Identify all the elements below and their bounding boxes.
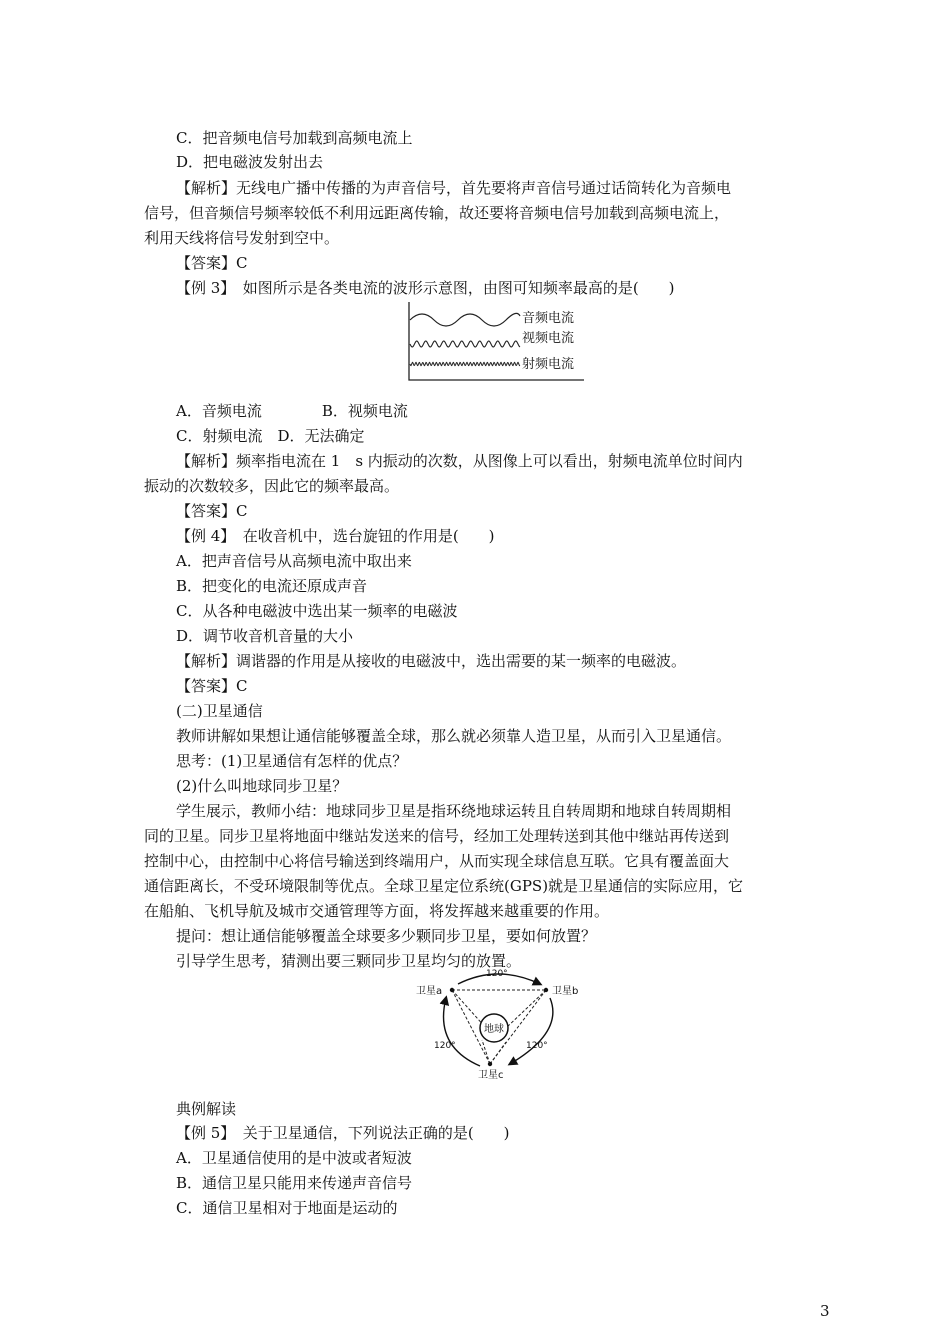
page-number: 3 — [820, 1302, 830, 1320]
example-3-options-ab: A．音频电流 B．视频电流 — [176, 402, 408, 420]
earth-label: 地球 — [484, 1024, 504, 1035]
satellite-c-label: 卫星c — [478, 1070, 504, 1080]
question-line: (2)什么叫地球同步卫星？ — [176, 777, 348, 795]
option-c-line: C．从各种电磁波中选出某一频率的电磁波 — [176, 602, 458, 620]
analysis-line: 利用天线将信号发射到空中。 — [144, 229, 340, 247]
question-line: 思考：(1)卫星通信有怎样的优点？ — [176, 752, 408, 770]
video-wave — [410, 341, 520, 347]
option-a-line: A．把声音信号从高频电流中取出来 — [176, 552, 412, 570]
paragraph-line: 教师讲解如果想让通信能够覆盖全球，那么就必须靠人造卫星，从而引入卫星通信。 — [176, 727, 732, 745]
paragraph-line: 引导学生思考，猜测出要三颗同步卫星均匀的放置。 — [176, 952, 522, 970]
analysis-line: 振动的次数较多，因此它的频率最高。 — [144, 477, 400, 495]
section-heading: (二)卫星通信 — [176, 702, 263, 720]
satellite-c-dot — [488, 1062, 492, 1066]
analysis-line: 【解析】调谐器的作用是从接收的电磁波中，选出需要的某一频率的电磁波。 — [176, 652, 687, 670]
paragraph-line: 控制中心，由控制中心将信号输送到终端用户，从而实现全球信息互联。它具有覆盖面大 — [144, 852, 730, 870]
answer-line: 【答案】C — [176, 677, 248, 695]
satellite-b-dot — [544, 988, 548, 992]
paragraph-line: 学生展示，教师小结：地球同步卫星是指环绕地球运转且自转周期和地球自转周期相 — [176, 802, 732, 820]
option-d-line: D．调节收音机音量的大小 — [176, 627, 354, 645]
question-line: 提问：想让通信能够覆盖全球要多少颗同步卫星，要如何放置？ — [176, 927, 597, 945]
example-3-options-cd: C．射频电流 D．无法确定 — [176, 427, 365, 445]
angle-top-label: 120° — [486, 969, 508, 979]
rf-label: 射频电流 — [522, 357, 575, 372]
option-b-line: B．通信卫星只能用来传递声音信号 — [176, 1174, 413, 1192]
video-label: 视频电流 — [522, 331, 575, 346]
example-5-question: 【例 5】 关于卫星通信，下列说法正确的是( ) — [176, 1124, 510, 1142]
example-3-question: 【例 3】 如图所示是各类电流的波形示意图，由图可知频率最高的是( ) — [176, 279, 675, 297]
analysis-line: 信号，但音频信号频率较低不利用远距离传输，故还要将音频电信号加载到高频电流上， — [144, 204, 730, 222]
section-heading: 典例解读 — [176, 1100, 237, 1118]
satellite-a-dot — [450, 988, 454, 992]
answer-line: 【答案】C — [176, 254, 248, 272]
analysis-line: 【解析】无线电广播中传播的为声音信号，首先要将声音信号通过话筒转化为音频电 — [176, 179, 732, 197]
option-a-line: A．卫星通信使用的是中波或者短波 — [176, 1149, 412, 1167]
audio-label: 音频电流 — [522, 311, 575, 326]
angle-right-label: 120° — [526, 1041, 548, 1051]
option-d-line: D．把电磁波发射出去 — [176, 153, 324, 171]
angle-left-label: 120° — [434, 1041, 456, 1051]
paragraph-line: 同的卫星。同步卫星将地面中继站发送来的信号，经加工处理转送到其他中继站再传送到 — [144, 827, 730, 845]
option-c-line: C．把音频电信号加载到高频电流上 — [176, 129, 413, 147]
answer-line: 【答案】C — [176, 502, 248, 520]
rf-wave — [410, 362, 520, 365]
option-b-line: B．把变化的电流还原成声音 — [176, 577, 368, 595]
audio-wave — [410, 313, 520, 326]
paragraph-line: 通信距离长，不受环境限制等优点。全球卫星定位系统(GPS)就是卫星通信的实际应用，它 — [144, 877, 744, 895]
analysis-line: 【解析】频率指电流在 1 s 内振动的次数，从图像上可以看出，射频电流单位时间内 — [176, 452, 743, 470]
example-4-question: 【例 4】 在收音机中，选台旋钮的作用是( ) — [176, 527, 495, 545]
satellite-b-label: 卫星b — [552, 986, 579, 997]
paragraph-line: 在船舶、飞机导航及城市交通管理等方面，将发挥越来越重要的作用。 — [144, 902, 610, 920]
satellite-a-label: 卫星a — [416, 986, 443, 997]
option-c-line: C．通信卫星相对于地面是运动的 — [176, 1199, 398, 1217]
waveform-figure — [402, 298, 588, 386]
satellite-figure — [406, 968, 602, 1080]
